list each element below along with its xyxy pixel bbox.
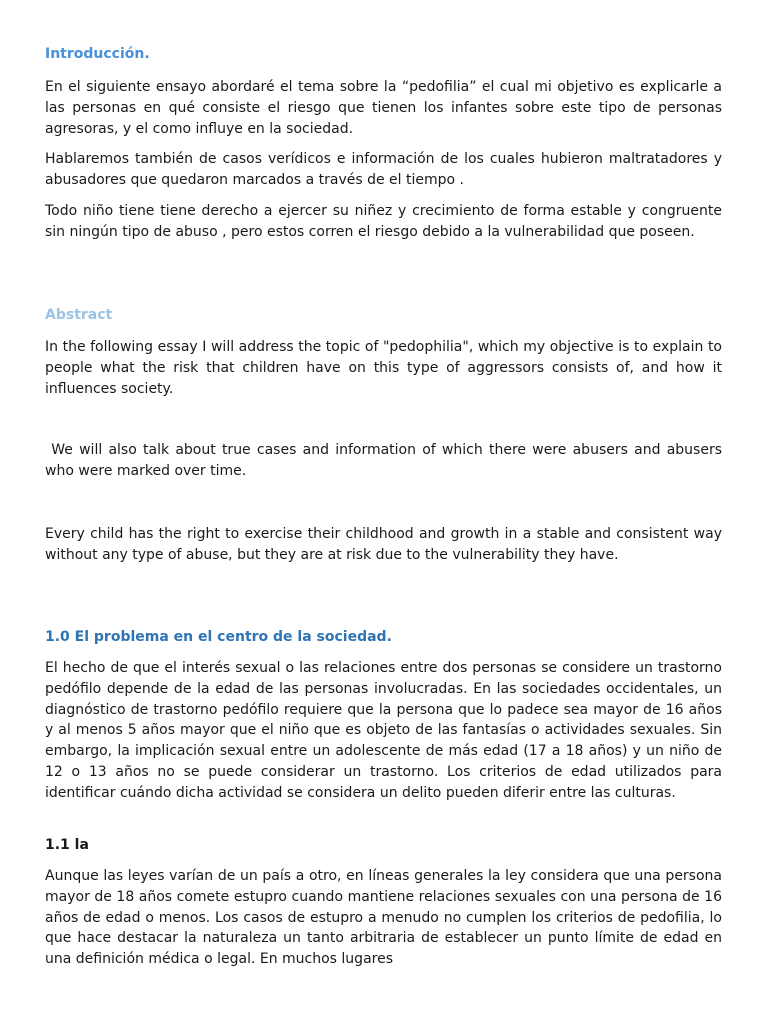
abstract-paragraph-2: We will also talk about true cases and information of which there were abusers and abusers who were marked over time. xyxy=(45,442,727,479)
section-1-0-heading: 1.0 El problema en el centro de la sociedad. xyxy=(45,629,392,645)
introduction-heading: Introducción. xyxy=(45,46,150,62)
abstract-paragraph-3: Every child has the right to exercise their childhood and growth in a stable and consistent way without any type of abuse, but they are at risk due to the vulnerability they have. xyxy=(45,526,722,563)
introduction-paragraph-2: Hablaremos también de casos verídicos e información de los cuales hubieron maltratadores y abusadores que quedaron marcados a través de el tiempo . xyxy=(45,151,722,188)
section-1-1-heading: 1.1 la xyxy=(45,837,89,853)
introduction-paragraph-1: En el siguiente ensayo abordaré el tema sobre la “pedofilia” el cual mi objetivo es explicarle a las personas en qué consiste el riesgo que tienen los infantes sobre este tipo de personas agresoras, y el como influye en la sociedad. xyxy=(45,79,722,137)
abstract-paragraph-1: In the following essay I will address the topic of "pedophilia", which my objective is to explain to people what the risk that children have on this type of aggressors consists of, and how it influences society. xyxy=(45,339,722,397)
section-1-1-paragraph: Aunque las leyes varían de un país a otro, en líneas generales la ley considera que una persona mayor de 18 años comete estupro cuando mantiene relaciones sexuales con una persona de 16 años de edad o menos. Los casos de estupro a menudo no cumplen los criterios de pedofilia, lo que hace destacar la naturaleza un tanto arbitraria de establecer un punto límite de edad en una definición médica o legal. En muchos lugares xyxy=(45,868,722,968)
section-1-0-paragraph: El hecho de que el interés sexual o las relaciones entre dos personas se considere un trastorno pedófilo depende de la edad de las personas involucradas. En las sociedades occidentales, un diagnóstico de trastorno pedófilo requiere que la persona que lo padece sea mayor de 16 años y al menos 5 años mayor que el niño que es objeto de las fantasías o actividades sexuales. Sin embargo, la implicación sexual entre un adolescente de más edad (17 a 18 años) y un niño de 12 o 13 años no se puede considerar un trastorno. Los criterios de edad utilizados para identificar cuándo dicha actividad se considera un delito pueden diferir entre las culturas. xyxy=(45,660,722,801)
introduction-paragraph-3: Todo niño tiene tiene derecho a ejercer su niñez y crecimiento de forma estable y congruente sin ningún tipo de abuso , pero estos corren el riesgo debido a la vulnerabilidad que poseen. xyxy=(45,203,722,240)
abstract-heading: Abstract xyxy=(45,307,113,323)
